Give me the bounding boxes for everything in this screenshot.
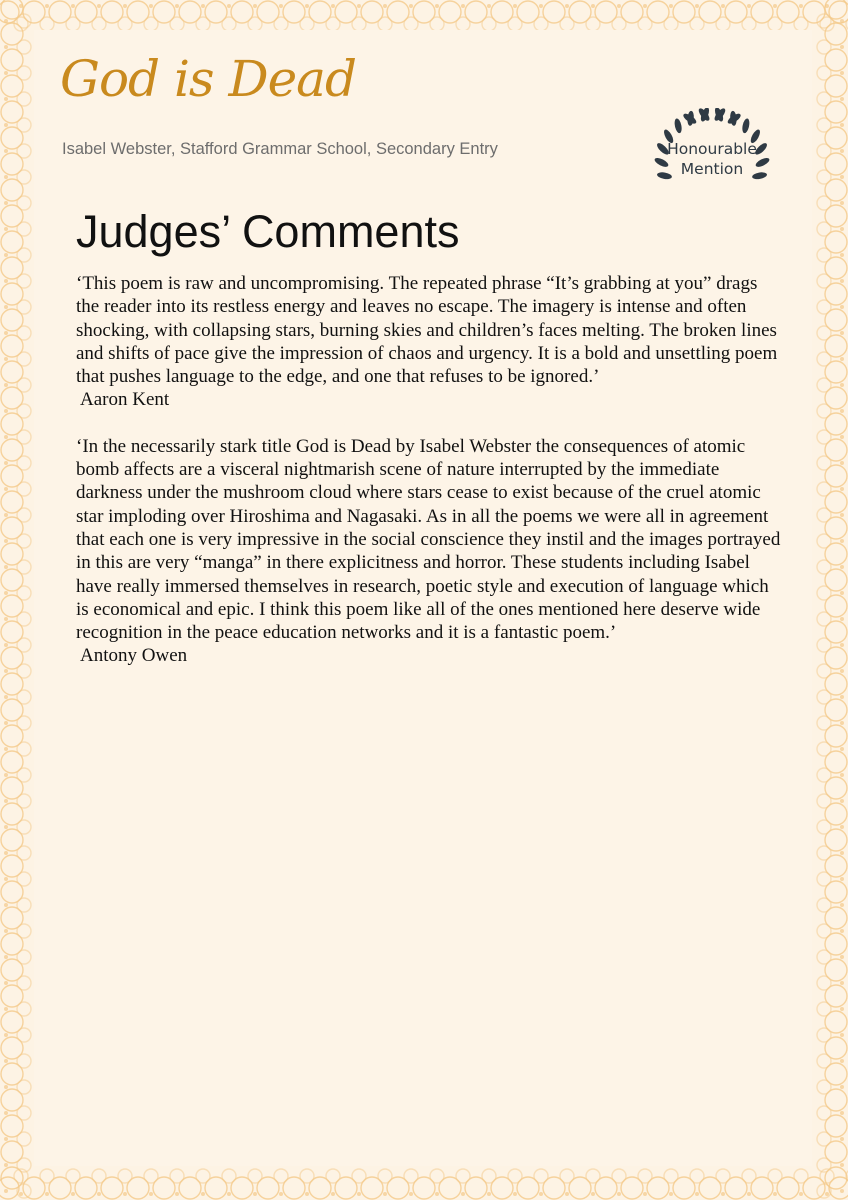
judge-name: Aaron Kent — [80, 389, 170, 411]
honourable-mention-badge — [644, 108, 780, 222]
judges-comments — [76, 272, 784, 668]
badge-line-1: Honourable — [667, 140, 757, 158]
author-line: Isabel Webster, Stafford Grammar School, Secondary Entry — [62, 140, 498, 158]
poem-title: God is Dead — [60, 50, 356, 108]
comment-text: ‘In the necessarily stark title God is Dead by Isabel Webster the consequences of atomic bomb affects are a visceral nightmarish scene of nature interrupted by the immediate darkness under the mushroom cloud where stars cease to exist because of the cruel atomic star imploding over Hiroshima and Nagasaki. As in all the poems we were all in agreement that each one is very impressive in the social conscience they instil and the images portrayed in this are very “manga” in there explicitness and horror. These students including Isabel have really immersed themselves in research, poetic style and execution of language which is economical and epic. I think this poem like all of the ones mentioned here deserve wide recognition in the peace education networks and it is a fantastic poem.’ — [76, 435, 781, 644]
judge-name: Antony Owen — [80, 645, 188, 667]
comment-text: ‘This poem is raw and uncompromising. The repeated phrase “It’s grabbing at you” drags the reader into its restless energy and leaves no escape. The imagery is intense and often shocking, with collapsing stars, burning skies and children’s faces melting. The broken lines and shifts of pace give the impression of chaos and urgency. It is a bold and unsettling poem that pushes language to the edge, and one that refuses to be ignored.’ — [76, 273, 778, 388]
badge-line-2: Mention — [680, 160, 744, 178]
section-heading: Judges’ Comments — [76, 206, 460, 257]
